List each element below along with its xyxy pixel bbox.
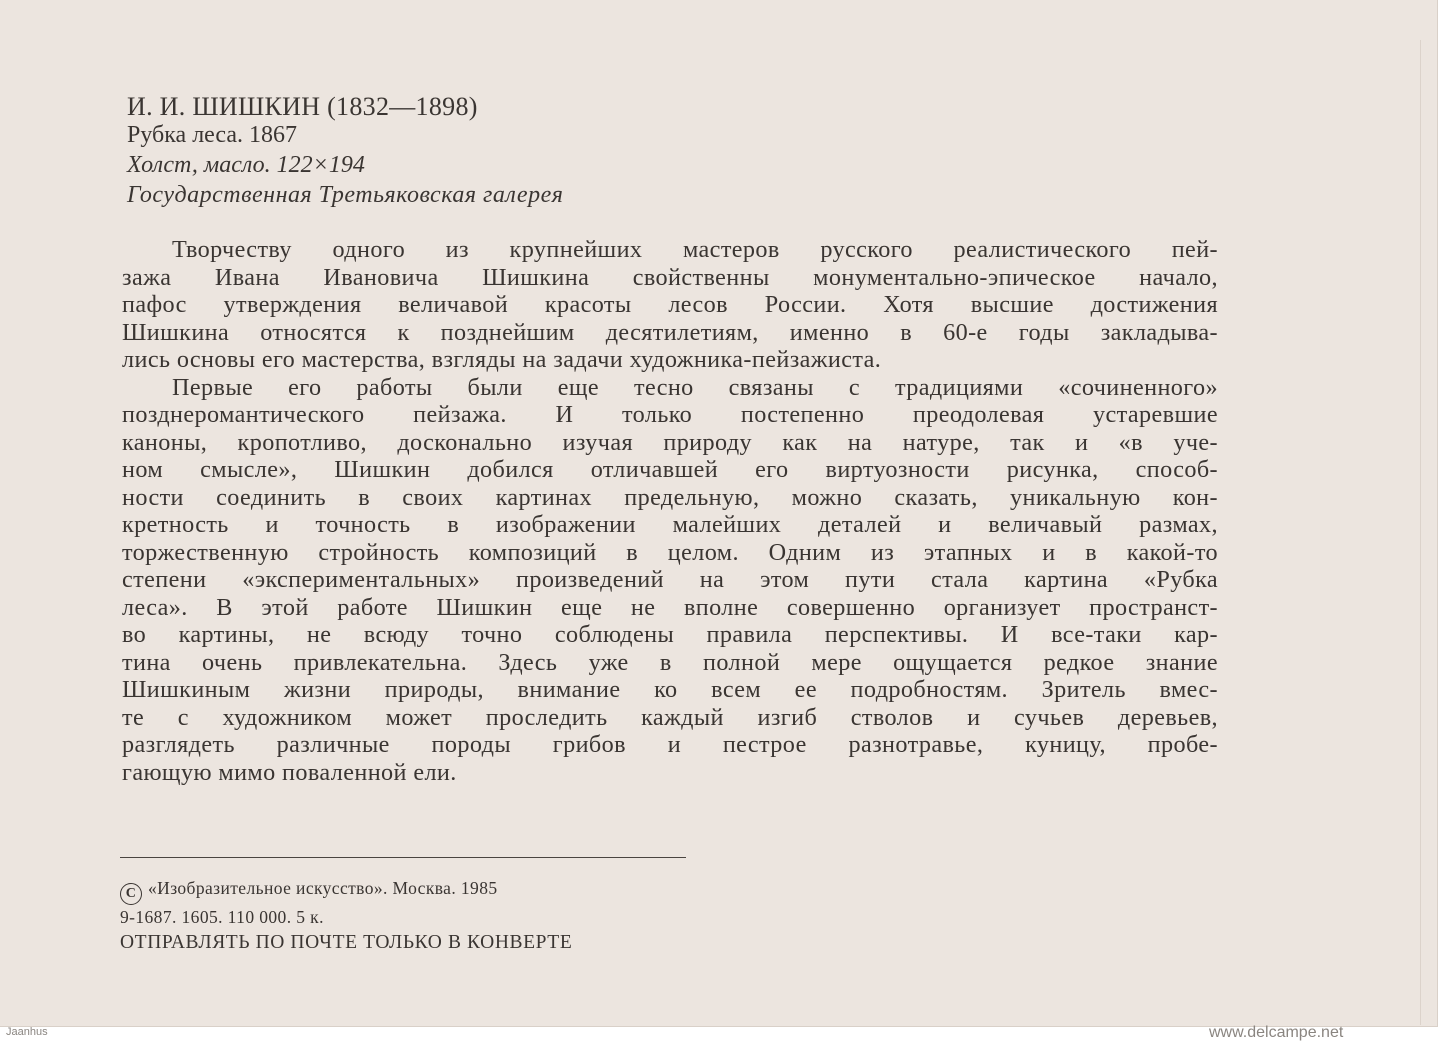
text-line: кретность и точность в изображении малейших деталей и величавый размах,: [122, 511, 1218, 538]
text-line: зажа Ивана Ивановича Шишкина свойственны монументально-эпическое начало,: [122, 263, 1218, 291]
text-line: лись основы его мастерства, взгляды на задачи художника-пейзажиста.: [122, 346, 882, 373]
text-line: Творчеству одного из крупнейших мастеров русского реалистического пей-: [172, 236, 1218, 263]
copyright-icon: C: [120, 883, 142, 905]
text-line: пафос утверждения величавой красоты лесов России. Хотя высшие достижения: [122, 291, 1218, 318]
text-line: те с художником может проследить каждый изгиб стволов и сучьев деревьев,: [122, 703, 1218, 731]
artwork-medium: Холст, масло. 122×194: [127, 152, 365, 178]
text-line: торжественную стройность композиций в целом. Одним из этапных и в какой-то: [122, 538, 1218, 566]
gallery-name: Государственная Третьяковская галерея: [127, 182, 564, 208]
text-line: ном смысле», Шишкин добился отличавшей его виртуозности рисунка, способ-: [122, 456, 1218, 483]
artwork-header: [127, 92, 563, 210]
text-line: леса». В этой работе Шишкин еще не вполне совершенно организует пространст-: [122, 593, 1218, 621]
text-line: позднеромантического пейзажа. И только постепенно преодолевая устаревшие: [122, 401, 1218, 428]
text-line: разглядеть различные породы грибов и пестрое разнотравье, куницу, пробе-: [122, 731, 1218, 758]
text-line: Шишкиным жизни природы, внимание ко всем ее подробностям. Зритель вмес-: [122, 676, 1218, 703]
mailing-notice: ОТПРАВЛЯТЬ ПО ПОЧТЕ ТОЛЬКО В КОНВЕРТЕ: [120, 932, 573, 953]
divider-rule: [120, 857, 686, 858]
text-line: гающую мимо поваленной ели.: [122, 758, 457, 786]
watermark-left: Jaanhus: [6, 1026, 48, 1038]
text-line: Первые его работы были еще тесно связаны с традициями «сочиненного»: [172, 373, 1218, 401]
text-line: каноны, кропотливо, досконально изучая природу как на натуре, так и «в уче-: [122, 428, 1218, 456]
publisher-line: «Изобразительное искусство». Москва. 1985: [148, 878, 498, 898]
print-codes: 9-1687. 1605. 110 000. 5 к.: [120, 907, 324, 927]
publisher-imprint: [120, 876, 498, 929]
artwork-title: Рубка леса. 1867: [127, 122, 298, 148]
text-line: степени «экспериментальных» произведений на этом пути стала картина «Рубка: [122, 566, 1218, 593]
watermark-right: www.delcampe.net: [1209, 1024, 1344, 1041]
fold-line: [1420, 40, 1421, 1025]
text-line: Шишкина относятся к позднейшим десятилетиям, именно в 60-е годы закладыва-: [122, 318, 1218, 346]
text-line: во картины, не всюду точно соблюдены правила перспективы. И все-таки кар-: [122, 621, 1218, 648]
artist-name: И. И. ШИШКИН (1832—1898): [127, 92, 478, 121]
text-line: тина очень привлекательна. Здесь уже в полной мере ощущается редкое знание: [122, 648, 1218, 676]
text-line: ности соединить в своих картинах предельную, можно сказать, уникальную кон-: [122, 483, 1218, 511]
description-text: [122, 236, 1218, 786]
